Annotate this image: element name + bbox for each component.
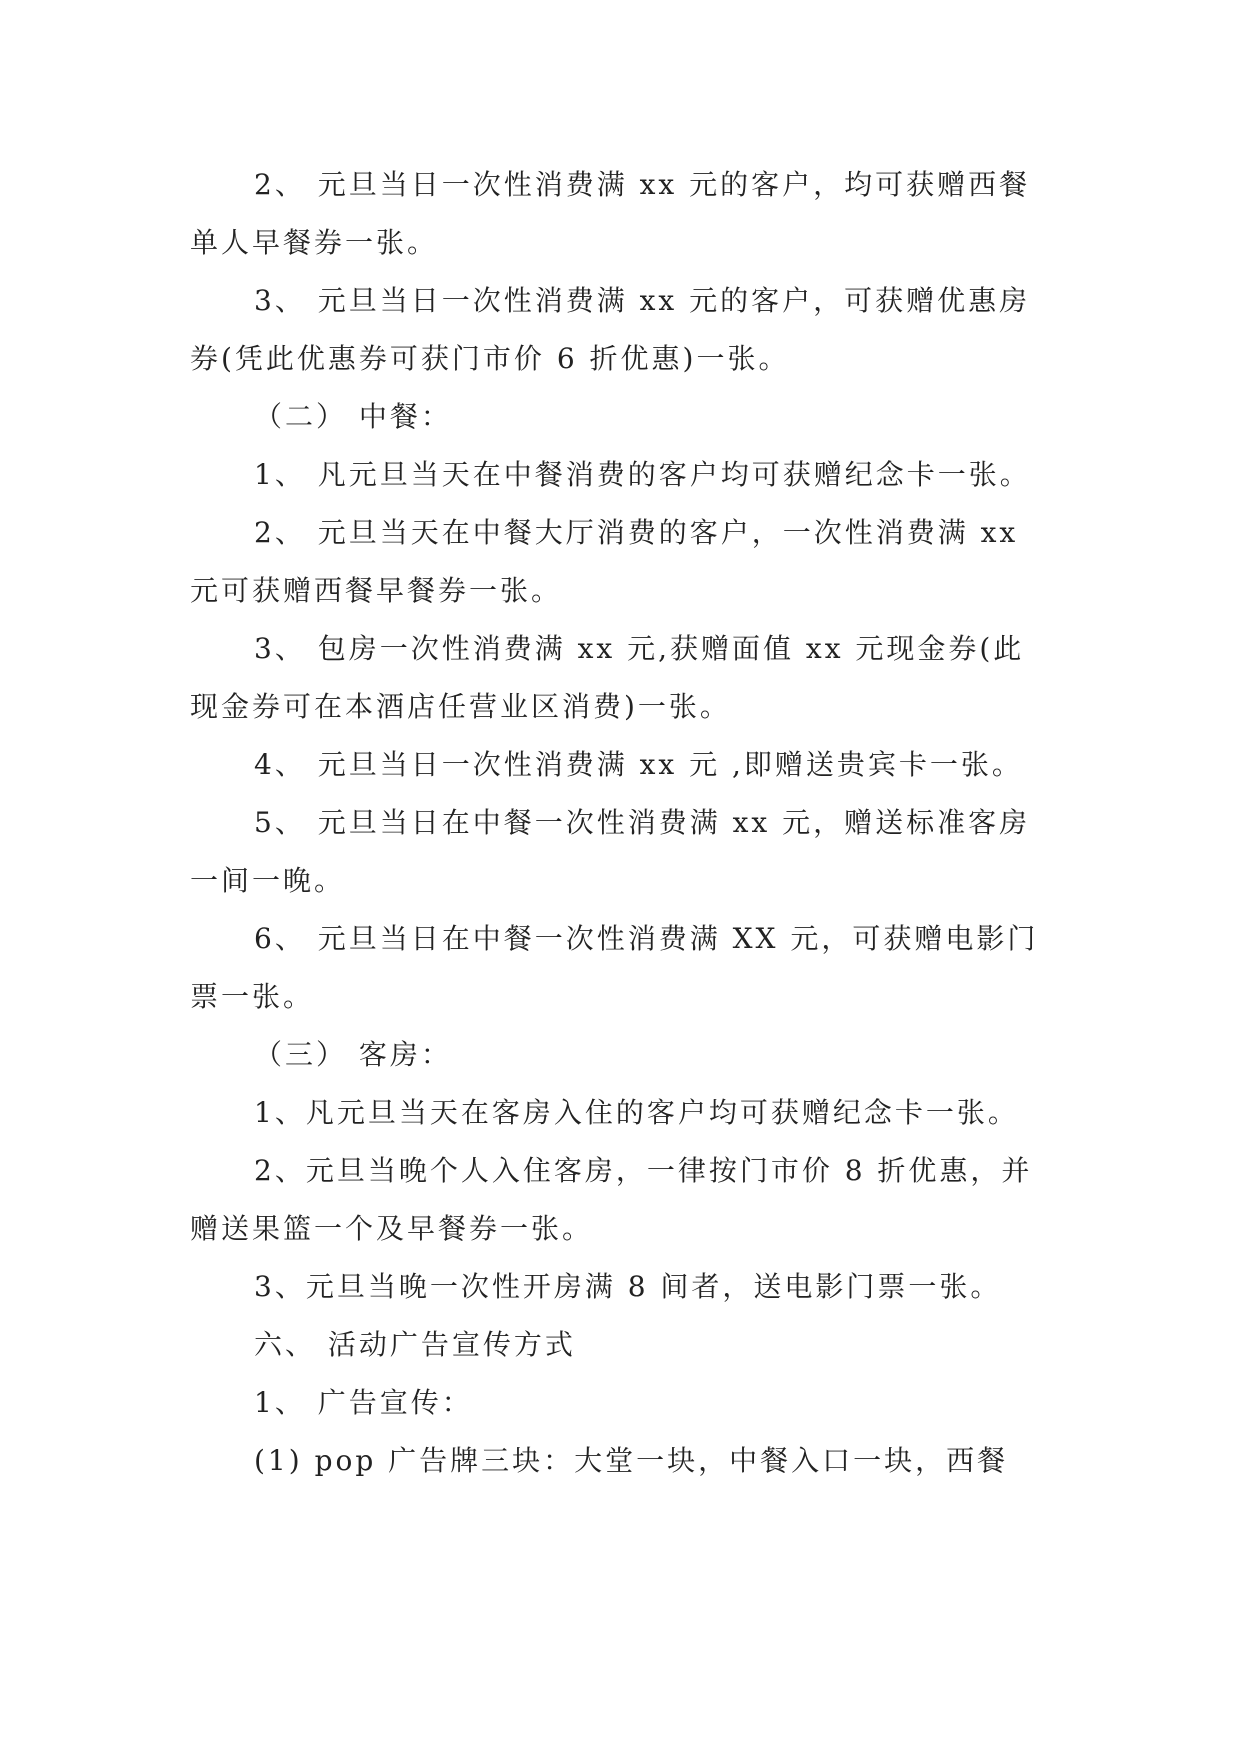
section-heading-guest-rooms: （三） 客房： (254, 1038, 452, 1071)
paragraph-vip-card: 4、 元旦当日一次性消费满 xx 元 ,即赠送贵宾卡一张。 (254, 748, 1023, 781)
paragraph-private-room-cash-voucher: 3、 包房一次性消费满 xx 元,获赠面值 xx 元现金券(此现金券可在本酒店任营业区消费)一张。 (190, 632, 1025, 723)
paragraph-souvenir-card: 1、 凡元旦当天在中餐消费的客户均可获赠纪念卡一张。 (254, 458, 1031, 491)
paragraph-standard-room-night: 5、 元旦当日在中餐一次性消费满 xx 元，赠送标准客房一间一晚。 (190, 806, 1031, 897)
section-heading-chinese-restaurant: （二） 中餐： (254, 400, 452, 433)
paragraph-breakfast-voucher: 2、 元旦当日一次性消费满 xx 元的客户，均可获赠西餐单人早餐券一张。 (190, 168, 1031, 259)
paragraph-room-discount-fruit-basket: 2、元旦当晚个人入住客房，一律按门市价 8 折优惠，并赠送果篮一个及早餐券一张。 (190, 1154, 1033, 1245)
section-heading-advertising: 六、 活动广告宣传方式 (254, 1328, 576, 1361)
paragraph-pop-signboards: (1) pop 广告牌三块：大堂一块，中餐入口一块，西餐 (254, 1444, 1009, 1477)
document-body (190, 156, 1050, 1490)
subheading-advertising-promotion: 1、 广告宣传： (254, 1386, 473, 1419)
paragraph-movie-ticket: 6、 元旦当日在中餐一次性消费满 XX 元，可获赠电影门票一张。 (190, 922, 1039, 1013)
paragraph-eight-rooms-movie-ticket: 3、元旦当晚一次性开房满 8 间者，送电影门票一张。 (254, 1270, 1002, 1303)
paragraph-room-souvenir-card: 1、凡元旦当天在客房入住的客户均可获赠纪念卡一张。 (254, 1096, 1019, 1129)
paragraph-hall-breakfast-voucher: 2、 元旦当天在中餐大厅消费的客户，一次性消费满 xx 元可获赠西餐早餐券一张。 (190, 516, 1031, 607)
paragraph-room-discount-voucher: 3、 元旦当日一次性消费满 xx 元的客户，可获赠优惠房券(凭此优惠券可获门市价 6 折优惠)一张。 (190, 284, 1031, 375)
